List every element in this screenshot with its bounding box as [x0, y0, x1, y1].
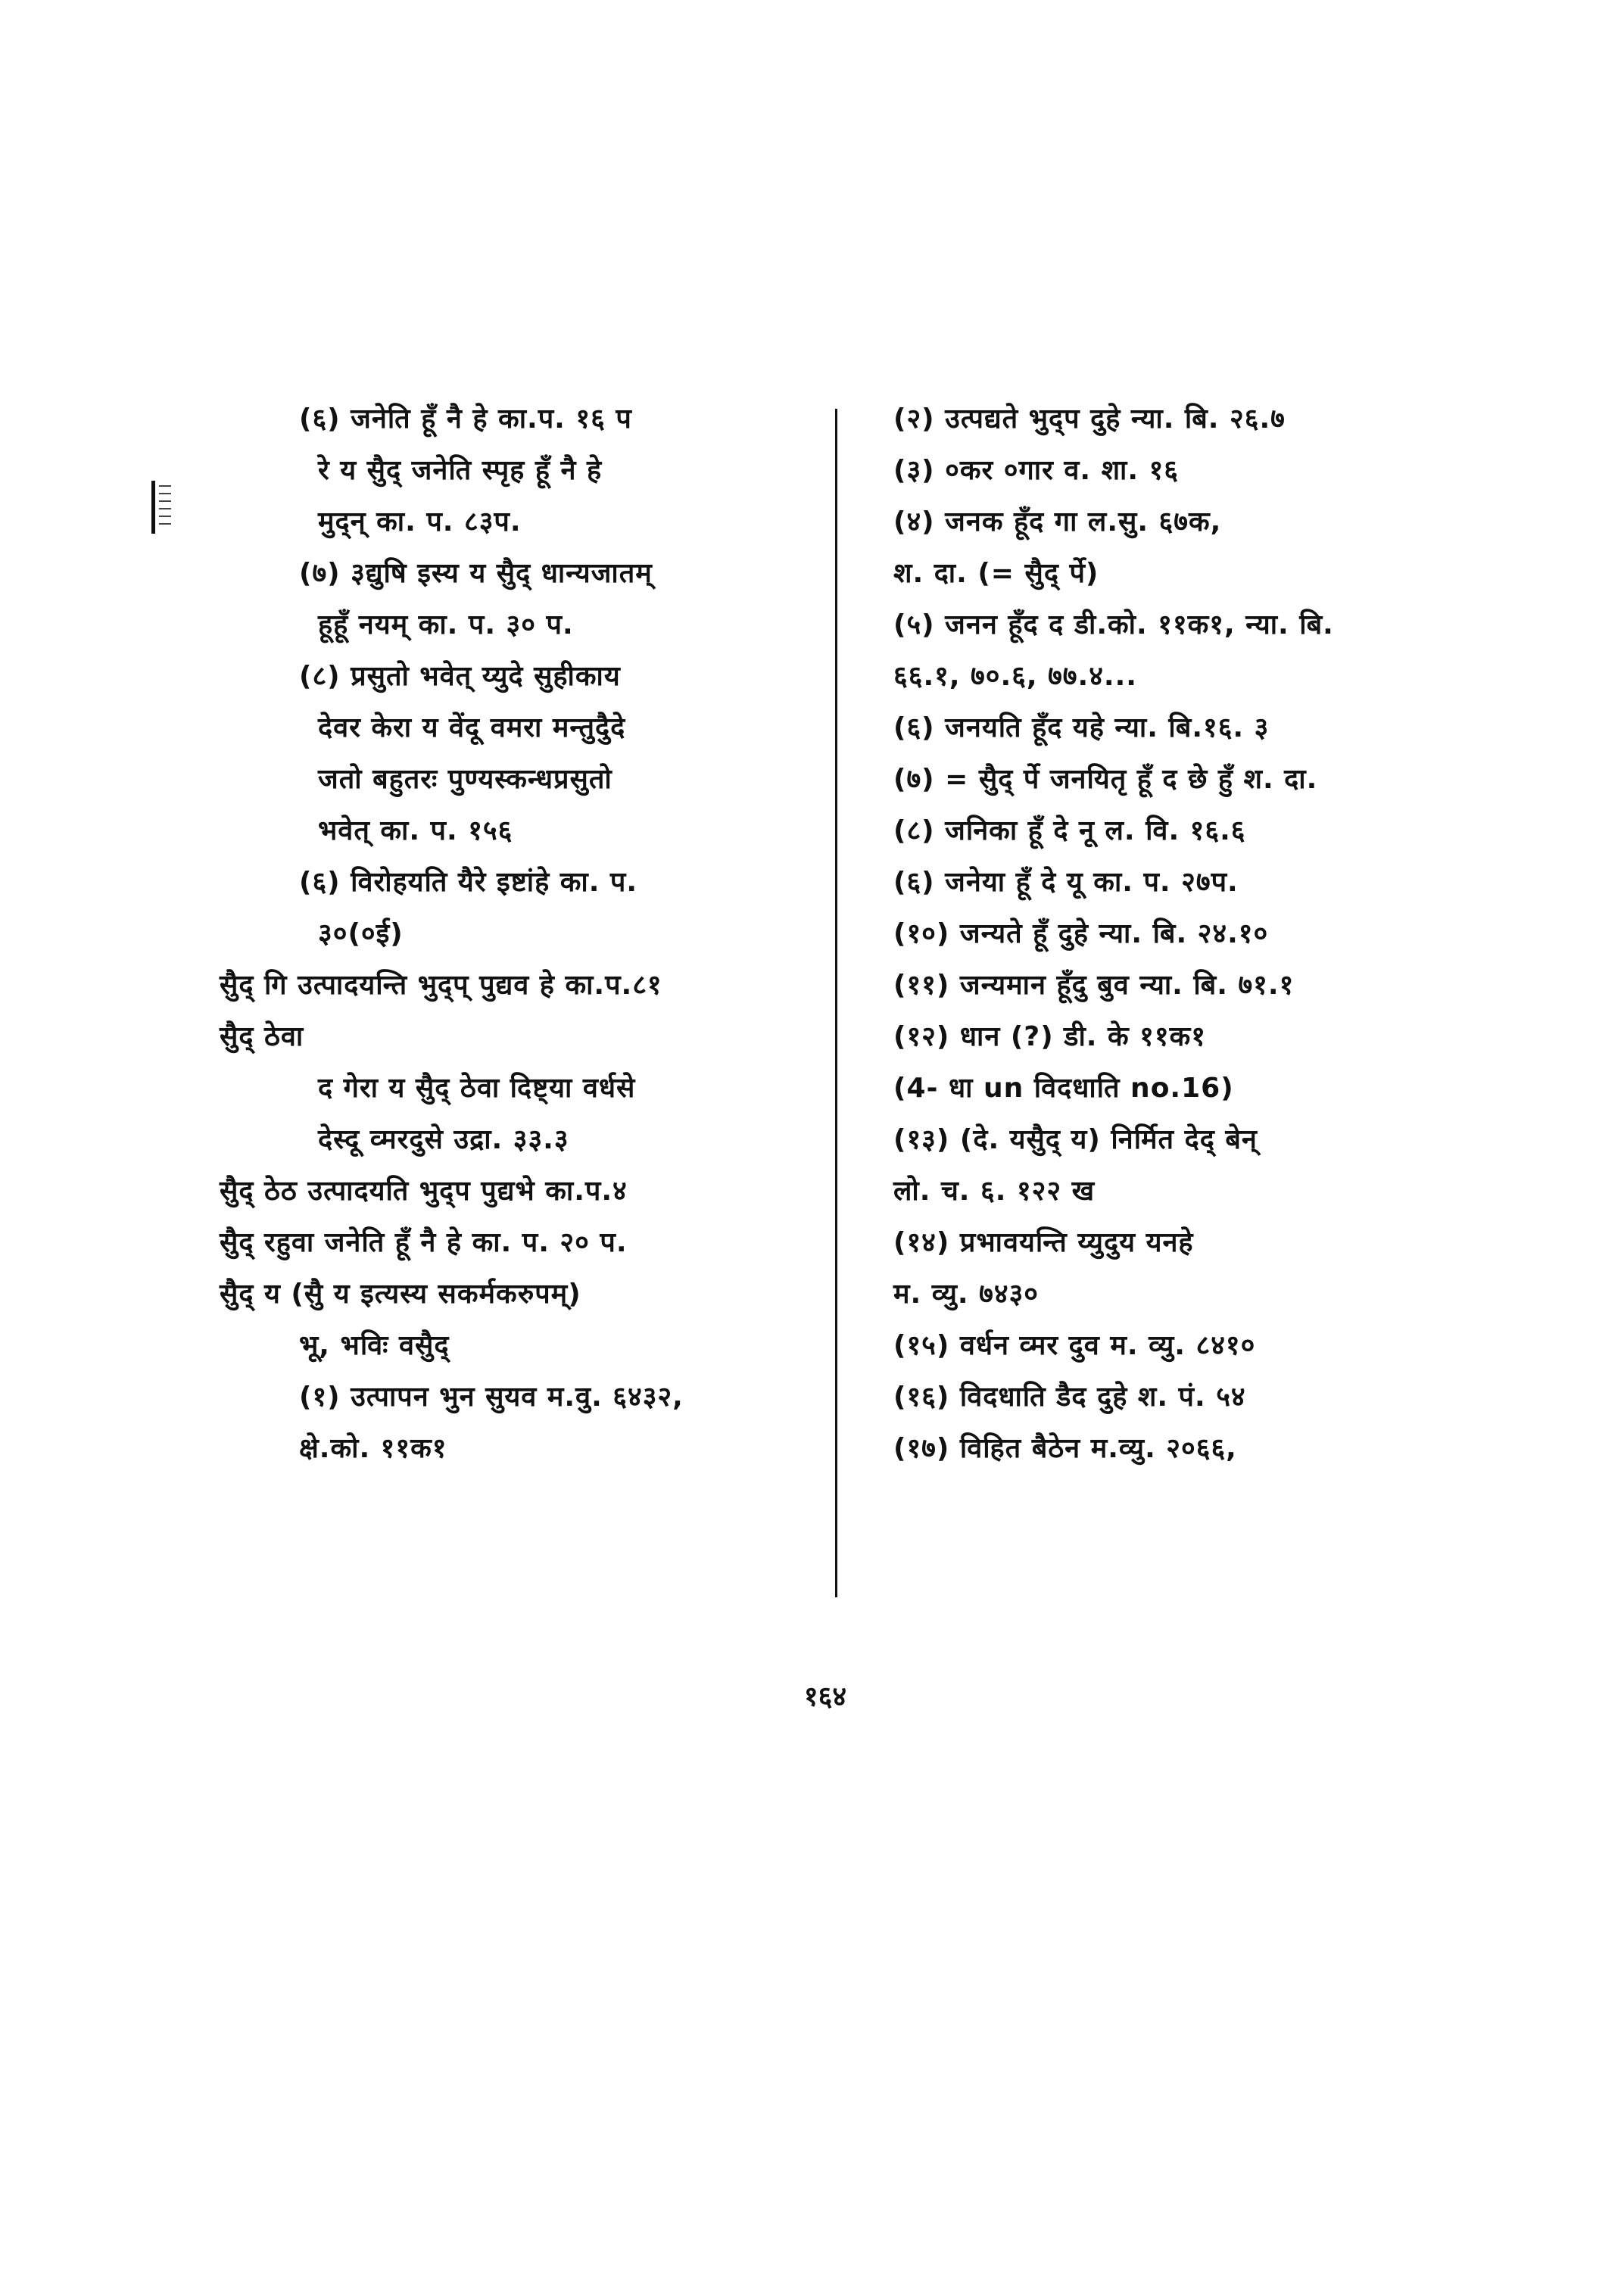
- margin-tick: [159, 500, 171, 502]
- left-line: रे य सुैद् जनेति स्पृह हूँ नै हे: [318, 455, 603, 486]
- left-line: सुैद्‌ ठेठ उत्पादयति भुद्प पुद्यभे का.प.४: [220, 1176, 628, 1207]
- page-number: १६४: [803, 1681, 847, 1712]
- left-line: (१) उत्पापन भुन सुयव म.वु. ६४३२,: [299, 1382, 684, 1413]
- margin-tick: [159, 508, 171, 509]
- right-line: म. व्यु. ७४३०: [893, 1279, 1040, 1310]
- right-line: (२) उत्पद्यते भुद्प दुहे न्या. बि. २६.७: [893, 403, 1286, 435]
- right-line: (७) = सुैद् र्पे जनयितृ हूँ द छे हुँ श. दा.: [893, 764, 1318, 795]
- margin-bar: [151, 481, 155, 534]
- left-line: देवर केरा य वेंदू वमरा मन्तुदुैदे: [318, 712, 626, 743]
- left-column: [220, 394, 840, 1475]
- right-column: [893, 394, 1514, 1475]
- right-line: श. दा. (= सुैद् र्पे): [893, 558, 1099, 589]
- right-line: ६६.१, ७०.६, ७७.४...: [893, 661, 1137, 692]
- left-line: (८) प्रसुतो भवेत्‌ य्युदे सुहीकाय: [299, 661, 621, 692]
- right-line: (८) जनिका हूँ दे नू ल. वि. १६.६: [893, 815, 1246, 846]
- column-divider: [835, 409, 837, 1597]
- left-line: (७) ३द्युषि इस्य य सुैद् धान्यजातम्: [299, 558, 653, 589]
- left-line: मुद्न् का. प. ८३प.: [318, 506, 522, 537]
- right-line: (१२) धान (?) डी. के ११क१: [893, 1021, 1206, 1052]
- right-line: (१४) प्रभावयन्ति य्युदुय यनहे: [893, 1227, 1194, 1258]
- right-line: (३) ०कर ०गार व. शा. १६: [893, 455, 1180, 486]
- margin-tick: [159, 493, 171, 494]
- right-line: लो. च. ६. १२२ ख: [893, 1176, 1096, 1207]
- right-line: (१५) वर्धन व्मर दुव म. व्यु. ८४१०: [893, 1330, 1256, 1361]
- left-line: जतो बहुतरः पुण्यस्कन्धप्रसुतो: [318, 764, 613, 795]
- right-line: (११) जन्यमान हूँदु बुव न्या. बि. ७१.१: [893, 970, 1295, 1001]
- left-line: हूहूँ नयम् का. प. ३० प.: [318, 609, 574, 640]
- margin-tick: [159, 523, 171, 525]
- right-line: (१३) (दे. यसुैद्‌ य) निर्मित देद् बेन्: [893, 1124, 1258, 1155]
- right-line: (४) जनक हूँद गा ल.सु. ६७क,: [893, 506, 1222, 537]
- margin-tick: [159, 516, 171, 517]
- right-line: (१७) विहित बैठेन म.व्यु. २०६६,: [893, 1433, 1237, 1464]
- right-line: (4- धा un विदधाति no.16): [893, 1073, 1234, 1104]
- left-line: देस्‍दू व्मरदुसे उद्रा. ३३.३: [318, 1124, 569, 1155]
- margin-tick: [159, 485, 171, 487]
- right-line: (६) जनयति हूँद यहे न्या. बि.१६. ३: [893, 712, 1270, 743]
- left-line: (६) विरोहयति यैरे इष्टांहे का. प.: [299, 867, 638, 898]
- right-line: (१६) विदधाति डैद दुहे श. पं. ५४: [893, 1382, 1246, 1413]
- margin-bracket-mark: [151, 481, 174, 534]
- right-line: (५) जनन हूँद द डी.को. ११क१, न्या. बि.: [893, 609, 1334, 640]
- left-line: भवेत्‌ का. प. १५६: [318, 815, 513, 846]
- left-line: सुैद् ठेवा: [220, 1021, 304, 1052]
- right-line: (१०) जन्यते हूँ दुहे न्या. बि. २४.१०: [893, 918, 1269, 949]
- right-line: (६) जनेया हूँ दे यू का. प. २७प.: [893, 867, 1239, 898]
- left-line: ३०(०ई): [318, 918, 404, 949]
- left-line: क्षे.को. ११क१: [299, 1433, 447, 1464]
- left-line: सुैद् गि उत्पादयन्ति भुद्प् पुद्यव हे का.प.८१: [220, 970, 662, 1001]
- left-line: सुैद् य (सुै य इत्यस्य सकर्मकरुपम्): [220, 1279, 581, 1310]
- left-line: सुैद् रहुवा जनेति हूँ नै हे का. प. २० प.: [220, 1227, 628, 1258]
- left-line: (६) जनेति हूँ नै हे का.प. १६ प: [299, 403, 632, 435]
- left-line: भू, भविः वसुैद्: [299, 1330, 450, 1361]
- left-line: द गेरा य सुैद् ठेवा दिष्ट्या वर्धसे: [318, 1073, 636, 1104]
